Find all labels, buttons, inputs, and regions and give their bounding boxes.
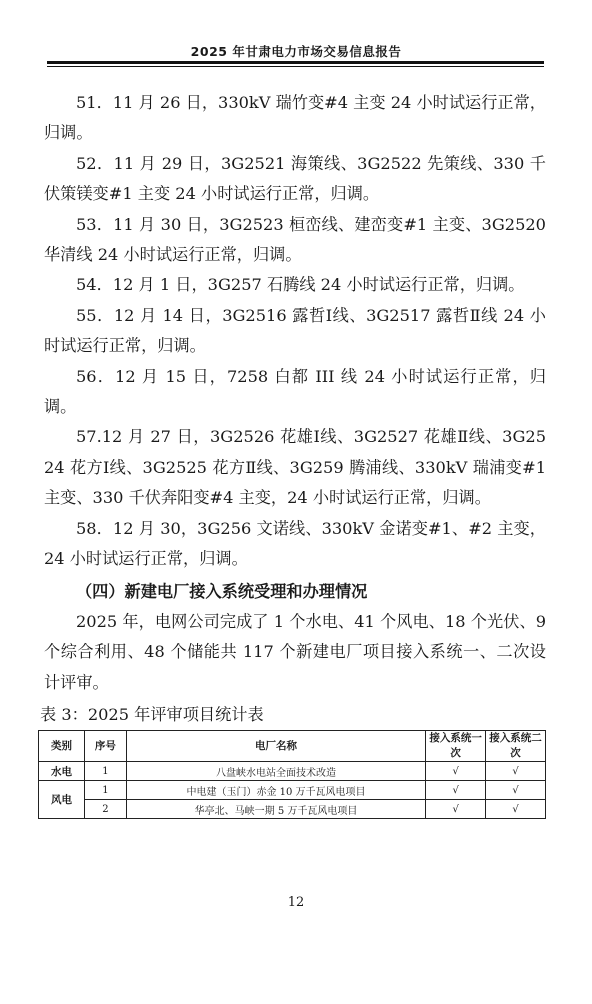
header-rule-thick bbox=[47, 61, 544, 64]
cell-first: √ bbox=[426, 800, 486, 819]
cell-category: 水电 bbox=[39, 762, 85, 781]
cell-name: 八盘峡水电站全面技术改造 bbox=[126, 762, 425, 781]
cell-second: √ bbox=[486, 762, 546, 781]
col-first: 接入系统一次 bbox=[426, 731, 486, 762]
cell-index: 2 bbox=[84, 800, 126, 819]
item-56: 56．12 月 15 日，7258 白都 III 线 24 小时试运行正常，归调。 bbox=[44, 366, 546, 417]
item-57: 57.12 月 27 日，3G2526 花雄Ⅰ线、3G2527 花雄Ⅱ线、3G2524 花方Ⅰ线、3G2525 花方Ⅱ线、3G259 腾浦线、330kV 瑞浦变#1 主变、330 千伏奔阳变#4 主变，24 小时试运行正常，归调。 bbox=[44, 427, 546, 508]
header-rule-thin bbox=[47, 66, 544, 67]
table-row bbox=[39, 800, 546, 819]
cell-name: 华亭北、马峡一期 5 万千瓦风电项目 bbox=[126, 800, 425, 819]
review-table bbox=[38, 730, 546, 819]
cell-second: √ bbox=[486, 800, 546, 819]
item-51: 51．11 月 26 日，330kV 瑞竹变#4 主变 24 小时试运行正常，归调。 bbox=[44, 93, 546, 143]
cell-index: 1 bbox=[84, 762, 126, 781]
table-caption: 表 3：2025 年评审项目统计表 bbox=[40, 705, 264, 725]
col-category: 类别 bbox=[39, 731, 85, 762]
col-index: 序号 bbox=[84, 731, 126, 762]
cell-category: 风电 bbox=[39, 781, 85, 819]
table-row bbox=[39, 762, 546, 781]
cell-first: √ bbox=[426, 762, 486, 781]
item-55: 55．12 月 14 日，3G2516 露哲Ⅰ线、3G2517 露哲Ⅱ线 24 小时试运行正常，归调。 bbox=[44, 305, 546, 356]
item-58: 58．12 月 30，3G256 文诺线、330kV 金诺变#1、#2 主变，24 小时试运行正常，归调。 bbox=[44, 518, 546, 569]
col-name: 电厂名称 bbox=[126, 731, 425, 762]
table-header-row bbox=[39, 731, 546, 762]
item-52: 52．11 月 29 日，3G2521 海策线、3G2522 先策线、330 千伏策镁变#1 主变 24 小时试运行正常，归调。 bbox=[44, 153, 546, 204]
cell-second: √ bbox=[486, 781, 546, 800]
page-number: 12 bbox=[287, 895, 305, 910]
item-54: 54．12 月 1 日，3G257 石腾线 24 小时试运行正常，归调。 bbox=[76, 275, 525, 295]
page-content bbox=[40, 88, 546, 819]
section-heading: （四）新建电厂接入系统受理和办理情况 bbox=[76, 581, 368, 601]
cell-index: 1 bbox=[84, 781, 126, 800]
report-header: 2025 年甘肃电力市场交易信息报告 bbox=[190, 44, 402, 59]
section-body: 2025 年，电网公司完成了 1 个水电、41 个风电、18 个光伏、9 个综合利用、48 个储能共 117 个新建电厂项目接入系统一、二次设计评审。 bbox=[44, 611, 546, 692]
col-second: 接入系统二次 bbox=[486, 731, 546, 762]
cell-name: 中电建（玉门）赤金 10 万千瓦风电项目 bbox=[126, 781, 425, 800]
item-53: 53．11 月 30 日，3G2523 桓峦线、建峦变#1 主变、3G2520 华清线 24 小时试运行正常，归调。 bbox=[44, 214, 546, 265]
cell-first: √ bbox=[426, 781, 486, 800]
table-row bbox=[39, 781, 546, 800]
